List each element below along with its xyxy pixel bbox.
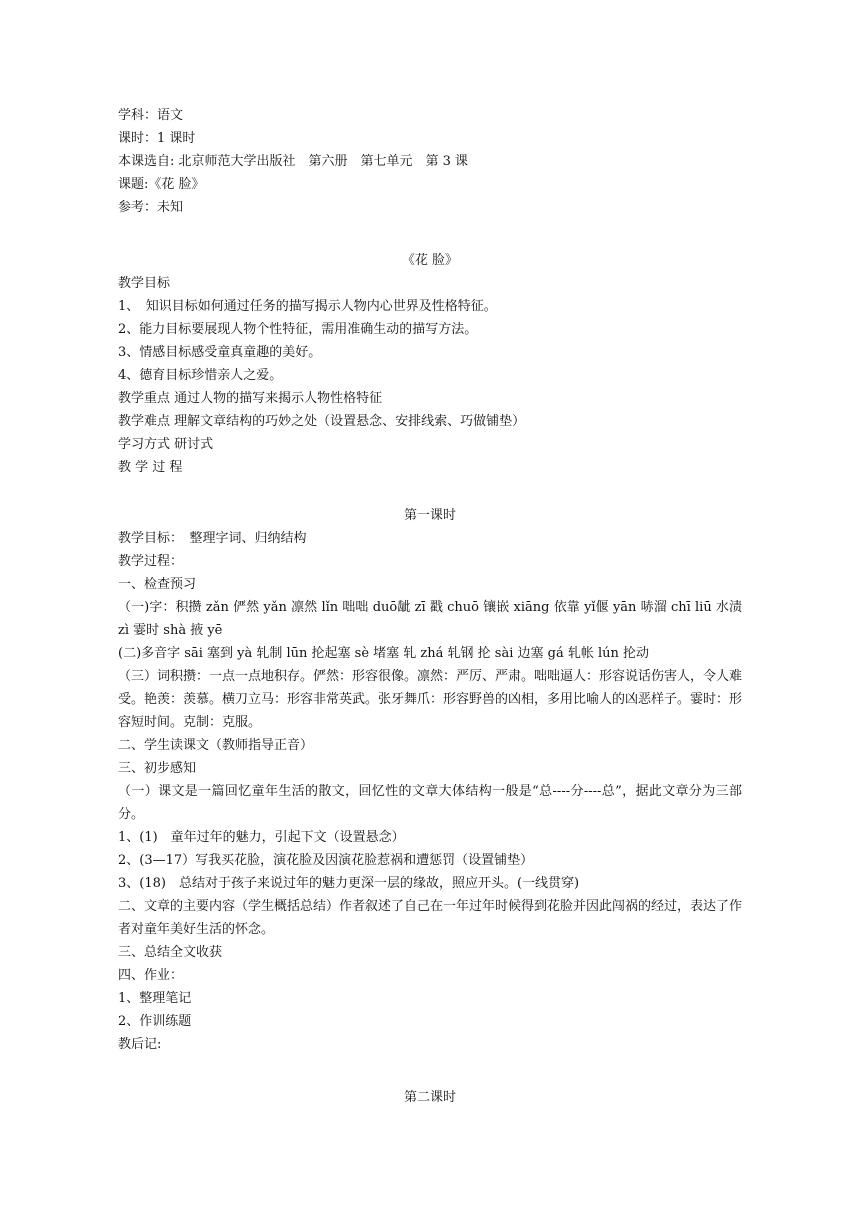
spacer xyxy=(118,1056,742,1086)
document-title: 《花 脸》 xyxy=(401,253,459,268)
part-item: 3、(18) 总结对于孩子来说过年的魅力更深一层的缘故，照应开头。(一线贯穿) xyxy=(118,876,580,891)
polyphone-paragraph: (二)多音字 sāi 塞到 yà 轧制 lūn 抡起塞 sè 堵塞 轧 zhá 轧钢 抡 sài 边塞 gá 轧帐 lún 抡动 xyxy=(118,646,649,661)
method-line: 学习方式 研讨式 xyxy=(118,437,214,452)
lesson2-title: 第二课时 xyxy=(403,1090,456,1105)
lesson1-process: 教学过程： xyxy=(118,554,184,569)
homework-heading: 四、作业： xyxy=(118,968,184,983)
objective-item: 2、能力目标要展现人物个性特征，需用准确生动的描写方法。 xyxy=(118,322,478,337)
spacer xyxy=(118,479,742,504)
objectives-heading: 教学目标 xyxy=(118,276,171,291)
step-summary: 三、总结全文收获 xyxy=(118,945,223,960)
part-item: 2、(3—17）写我买花脸，演花脸及因演花脸惹祸和遭惩罚（设置铺垫） xyxy=(118,853,534,868)
subject-line: 学科：语文 xyxy=(118,108,184,123)
hours-line: 课时：1 课时 xyxy=(118,131,196,146)
objective-item: 1、 知识目标如何通过任务的描写揭示人物内心世界及性格特征。 xyxy=(118,299,497,314)
lesson1-goal: 教学目标： 整理字词、归纳结构 xyxy=(118,531,307,546)
source-line: 本课选自: 北京师范大学出版社 第六册 第七单元 第 3 课 xyxy=(118,154,469,169)
words-paragraph: （三）词积攒：一点一点地积存。俨然：形容很像。凛然：严厉、严肃。咄咄逼人：形容说话伤害人，令人难受。艳羡：羡慕。横刀立马：形容非常英武。张牙舞爪：形容野兽的凶相，多用比喻人的凶恶样子。霎时：形容短时间。克制：克服。 xyxy=(118,669,743,730)
homework-item: 1、整理笔记 xyxy=(118,991,192,1006)
part-item: 1、(1) 童年过年的魅力，引起下文（设置悬念） xyxy=(118,830,405,845)
document-page xyxy=(118,104,742,1109)
lesson1-title: 第一课时 xyxy=(403,508,456,523)
homework-item: 2、作训练题 xyxy=(118,1014,192,1029)
key-point-line: 教学重点 通过人物的描写来揭示人物性格特征 xyxy=(118,391,383,406)
spacer xyxy=(118,219,742,249)
topic-line: 课题:《花 脸》 xyxy=(118,177,205,192)
summary-paragraph: 二、文章的主要内容（学生概括总结）作者叙述了自己在一年过年时候得到花脸并因此闯祸的经过，表达了作者对童年美好生活的怀念。 xyxy=(118,899,743,937)
process-heading: 教 学 过 程 xyxy=(118,460,183,475)
step-perceive: 三、初步感知 xyxy=(118,761,197,776)
objective-item: 3、情感目标感受童真童趣的美好。 xyxy=(118,345,322,360)
structure-paragraph: （一）课文是一篇回忆童年生活的散文，回忆性的文章大体结构一般是“总----分----总”，据此文章分为三部分。 xyxy=(118,784,742,822)
difficulty-line: 教学难点 理解文章结构的巧妙之处（设置悬念、安排线索、巧做铺垫） xyxy=(118,414,526,429)
reference-line: 参考：未知 xyxy=(118,200,184,215)
step-preview: 一、检查预习 xyxy=(118,577,197,592)
chars-paragraph: （一)字：积攒 zǎn 俨然 yǎn 凛然 lǐn 咄咄 duō龇 zī 戳 chuō 镶嵌 xiāng 依靠 yǐ偃 yān 哧溜 chī liū 水渍 zì 霎时 shà 掖 yē xyxy=(118,600,742,638)
after-class-note: 教后记: xyxy=(118,1037,162,1052)
step-read: 二、学生读课文（教师指导正音） xyxy=(118,738,314,753)
objective-item: 4、德育目标珍惜亲人之爱。 xyxy=(118,368,283,383)
